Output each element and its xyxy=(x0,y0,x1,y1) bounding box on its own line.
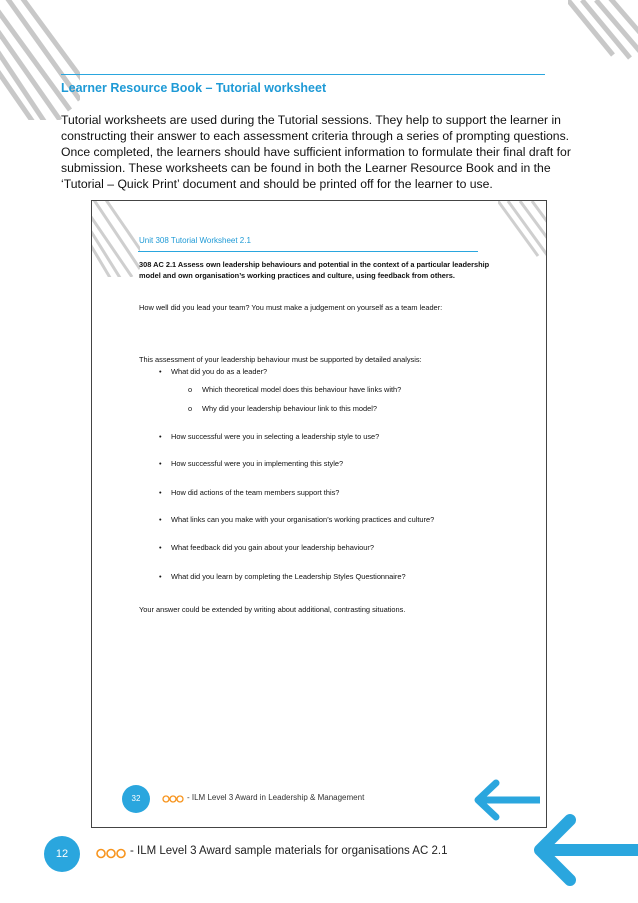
bullet-item xyxy=(159,572,406,582)
sub-bullet-glyph: o xyxy=(188,385,193,394)
closing-note: Your answer could be extended by writing about additional, contrasting situations. xyxy=(139,605,406,614)
bullet-text: How did actions of the team members support this? xyxy=(171,488,340,497)
footer-text: - ILM Level 3 Award sample materials for organisations AC 2.1 xyxy=(130,845,448,857)
bullet-glyph: • xyxy=(159,488,162,497)
bullet-glyph: • xyxy=(159,459,162,468)
page-title: Learner Resource Book – Tutorial worksheet xyxy=(61,81,327,95)
lead-question: How well did you lead your team? You must make a judgement on yourself as a team leader: xyxy=(139,303,443,312)
bullet-glyph: • xyxy=(159,367,162,376)
hatch-decoration-inner-right xyxy=(498,201,546,271)
sub-bullet-glyph: o xyxy=(188,404,193,413)
bullet-item xyxy=(159,459,343,469)
sub-bullet-item xyxy=(188,404,377,414)
hatch-decoration-top-left xyxy=(0,0,80,120)
inner-footer-text: - ILM Level 3 Award in Leadership & Management xyxy=(187,793,365,802)
page-number: 12 xyxy=(44,836,80,872)
worksheet-title: Unit 308 Tutorial Worksheet 2.1 xyxy=(139,236,251,245)
organisation-logo xyxy=(162,794,184,804)
assessment-criteria: 308 AC 2.1 Assess own leadership behaviours and potential in the context of a particular leadership model and own organisation’s working practices and culture, using feedback from others. xyxy=(139,260,490,280)
bullet-glyph: • xyxy=(159,572,162,581)
worksheet-rule xyxy=(138,251,478,252)
bullet-glyph: • xyxy=(159,515,162,524)
bullet-glyph: • xyxy=(159,432,162,441)
hatch-decoration-top-right xyxy=(568,0,638,60)
analysis-intro: This assessment of your leadership behaviour must be supported by detailed analysis: xyxy=(139,355,422,364)
bullet-text: What links can you make with your organisation’s working practices and culture? xyxy=(171,515,435,524)
bullet-item xyxy=(159,432,379,442)
bullet-text: What did you do as a leader? xyxy=(171,367,268,376)
bullet-text: How successful were you in selecting a leadership style to use? xyxy=(171,432,380,441)
hatch-decoration-inner-left xyxy=(92,201,140,277)
inner-page-number: 32 xyxy=(122,785,150,813)
organisation-logo xyxy=(96,847,126,860)
bullet-glyph: • xyxy=(159,543,162,552)
worksheet-page-preview xyxy=(91,200,547,828)
sub-bullet-text: Which theoretical model does this behaviour have links with? xyxy=(202,385,402,394)
header-rule xyxy=(61,74,545,75)
bullet-item xyxy=(159,367,267,377)
bullet-item xyxy=(159,515,434,525)
bullet-item xyxy=(159,488,339,498)
arrow-left-icon xyxy=(528,810,638,890)
bullet-text: What did you learn by completing the Leadership Styles Questionnaire? xyxy=(171,572,406,581)
bullet-item xyxy=(159,543,374,553)
sub-bullet-item xyxy=(188,385,401,395)
intro-paragraph: Tutorial worksheets are used during the Tutorial sessions. They help to support the learner in constructing their answer to each assessment criteria through a series of prompting questions. Once completed, the learners should have sufficient information to formulate their final draft for submission. These worksheets can be found in both the Learner Resource Book and in the ‘Tutorial – Quick Print’ document and should be printed off for the learner to use. xyxy=(61,113,571,191)
bullet-text: What feedback did you gain about your leadership behaviour? xyxy=(171,543,374,552)
bullet-text: How successful were you in implementing this style? xyxy=(171,459,344,468)
sub-bullet-text: Why did your leadership behaviour link to this model? xyxy=(202,404,378,413)
